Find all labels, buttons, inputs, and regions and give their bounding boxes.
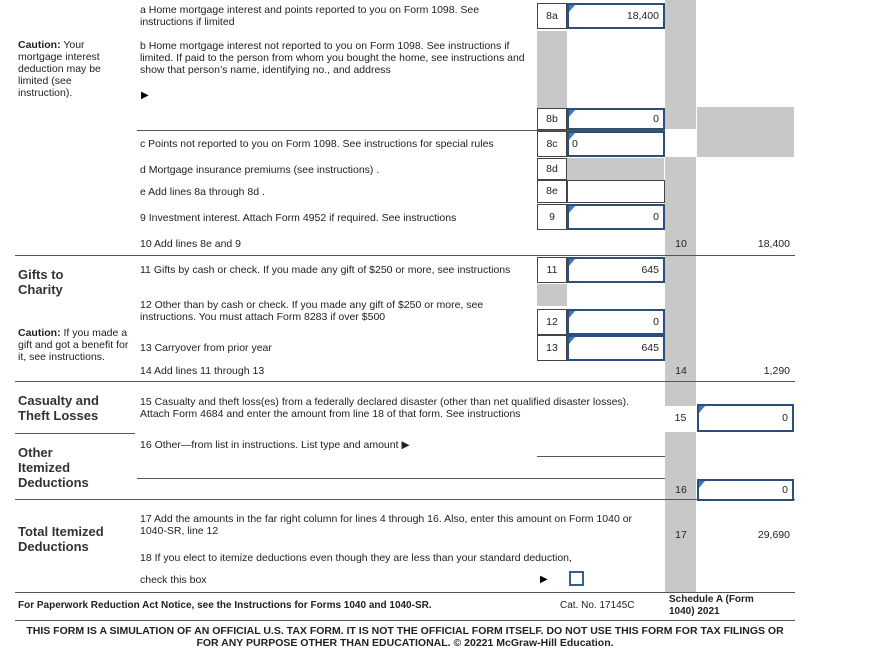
label-14: 14 xyxy=(675,365,687,377)
value-15: 0 xyxy=(782,412,788,424)
field-marker-icon xyxy=(569,311,575,318)
line-15-text: 15 Casualty and theft loss(es) from a federally declared disaster (other than net qualified disaster losses). Attach Form 4684 and enter the amount from line 18 of that form. See instructions xyxy=(140,396,630,420)
section-gifts: Gifts to Charity xyxy=(18,267,64,297)
label-8c: 8c xyxy=(537,131,567,157)
line-17-text: 17 Add the amounts in the far right column for lines 4 through 16. Also, enter this amount on Form 1040 or 1040-SR, line 12 xyxy=(140,513,633,537)
caution-gift-label: Caution: xyxy=(18,327,61,339)
value-12: 0 xyxy=(653,316,659,328)
line-14-text: 14 Add lines 11 through 13 xyxy=(140,365,265,377)
input-8b[interactable] xyxy=(567,108,665,130)
field-marker-icon xyxy=(569,5,575,12)
line-8d-text: d Mortgage insurance premiums (see instructions) . xyxy=(140,164,380,176)
value-13: 645 xyxy=(641,342,659,354)
gray-block-8d xyxy=(567,158,664,180)
rule-footer xyxy=(15,592,795,593)
field-marker-icon xyxy=(699,406,705,413)
line-11-text: 11 Gifts by cash or check. If you made any gift of $250 or more, see instructions xyxy=(140,264,511,276)
label-11: 11 xyxy=(537,257,567,283)
label-10: 10 xyxy=(675,238,687,250)
section-casualty: Casualty and Theft Losses xyxy=(18,393,99,423)
schedule-label: Schedule A (Form 1040) 2021 xyxy=(669,594,754,617)
line-8b-text: b Home mortgage interest not reported to you on Form 1098. See instructions if limited. If paid to the person from whom you bought the home, see instructions and show that person’s name, identifying no., and address xyxy=(140,40,525,76)
line-12-text: 12 Other than by cash or check. If you made any gift of $250 or more, see instructions. You must attach Form 8283 if over $500 xyxy=(140,299,484,323)
rule-14 xyxy=(15,381,795,382)
section-other: Other Itemized Deductions xyxy=(18,445,89,490)
line-18-check-text: check this box xyxy=(140,574,207,586)
field-marker-icon xyxy=(569,206,575,213)
value-10: 18,400 xyxy=(757,238,790,250)
rule-16a xyxy=(537,456,665,457)
gray-block-right-top xyxy=(697,107,794,157)
cat-number: Cat. No. 17145C xyxy=(560,600,635,611)
value-8b: 0 xyxy=(653,113,659,125)
caution-mortgage-label: Caution: xyxy=(18,39,61,51)
arrow-18-icon: ▶ xyxy=(540,574,548,585)
input-8a[interactable] xyxy=(567,3,665,29)
rule-footer-bottom xyxy=(15,620,795,621)
itemize-checkbox[interactable] xyxy=(569,571,584,586)
line-8c-text: c Points not reported to you on Form 1098. See instructions for special rules xyxy=(140,138,494,150)
caution-gift xyxy=(18,327,136,363)
label-15: 15 xyxy=(665,406,696,432)
input-16[interactable] xyxy=(697,479,794,501)
white-cell-8c-right xyxy=(665,129,696,157)
gray-column-right xyxy=(665,0,696,592)
value-14: 1,290 xyxy=(763,365,790,377)
rule-16b xyxy=(137,478,665,479)
value-16: 0 xyxy=(782,484,788,496)
rule-16c xyxy=(15,499,795,500)
input-13[interactable] xyxy=(567,335,665,361)
input-8e[interactable] xyxy=(567,180,665,203)
line-8e-text: e Add lines 8a through 8d . xyxy=(140,186,265,198)
label-9: 9 xyxy=(537,204,567,230)
label-16: 16 xyxy=(675,484,687,496)
label-8e: 8e xyxy=(537,180,567,203)
field-marker-icon xyxy=(569,133,575,140)
field-marker-icon xyxy=(569,337,575,344)
field-marker-icon xyxy=(569,110,575,117)
label-8a: 8a xyxy=(537,3,567,29)
input-9[interactable] xyxy=(567,204,665,230)
line-16-text: 16 Other—from list in instructions. List type and amount ▶ xyxy=(140,439,410,451)
label-17: 17 xyxy=(675,529,687,541)
line-18-text: 18 If you elect to itemize deductions even though they are less than your standard deduction, xyxy=(140,552,572,564)
line-13-text: 13 Carryover from prior year xyxy=(140,342,272,354)
field-marker-icon xyxy=(699,481,705,488)
value-8a: 18,400 xyxy=(626,10,659,22)
value-17: 29,690 xyxy=(757,529,790,541)
field-marker-icon xyxy=(569,259,575,266)
value-8c: 0 xyxy=(572,138,578,150)
value-11: 645 xyxy=(641,264,659,276)
line-8a-text: a Home mortgage interest and points reported to you on Form 1098. See instructions if limited xyxy=(140,4,480,28)
section-total: Total Itemized Deductions xyxy=(18,524,104,554)
disclaimer: THIS FORM IS A SIMULATION OF AN OFFICIAL U.S. TAX FORM. IT IS NOT THE OFFICIAL FORM ITSELF. DO NOT USE THIS FORM FOR TAX FILINGS OR FOR ANY PURPOSE OTHER THAN EDUCATIONAL. © 20221 McGraw-Hill Education. xyxy=(26,625,784,649)
caution-mortgage-text: Your mortgage interest deduction may be limited (see instruction). xyxy=(18,39,101,99)
gray-block-8b xyxy=(537,31,567,108)
input-8c[interactable] xyxy=(567,131,665,157)
input-11[interactable] xyxy=(567,257,665,283)
gray-block-12-label xyxy=(537,284,567,306)
label-13: 13 xyxy=(537,335,567,361)
line-10-text: 10 Add lines 8e and 9 xyxy=(140,238,242,250)
line-9-text: 9 Investment interest. Attach Form 4952 if required. See instructions xyxy=(140,212,457,224)
value-9: 0 xyxy=(653,211,659,223)
label-8d: 8d xyxy=(537,158,567,180)
caution-mortgage xyxy=(18,39,128,99)
paperwork-notice: For Paperwork Reduction Act Notice, see the Instructions for Forms 1040 and 1040-SR. xyxy=(18,600,432,611)
input-15[interactable] xyxy=(697,404,794,432)
input-12[interactable] xyxy=(567,309,665,335)
caution-gift-text: If you made a gift and got a benefit for it, see instructions. xyxy=(18,327,129,363)
rule-15 xyxy=(15,433,135,434)
label-8b: 8b xyxy=(537,108,567,130)
label-12: 12 xyxy=(537,309,567,335)
arrow-8b-icon: ▶ xyxy=(141,90,149,101)
rule-10 xyxy=(15,255,795,256)
